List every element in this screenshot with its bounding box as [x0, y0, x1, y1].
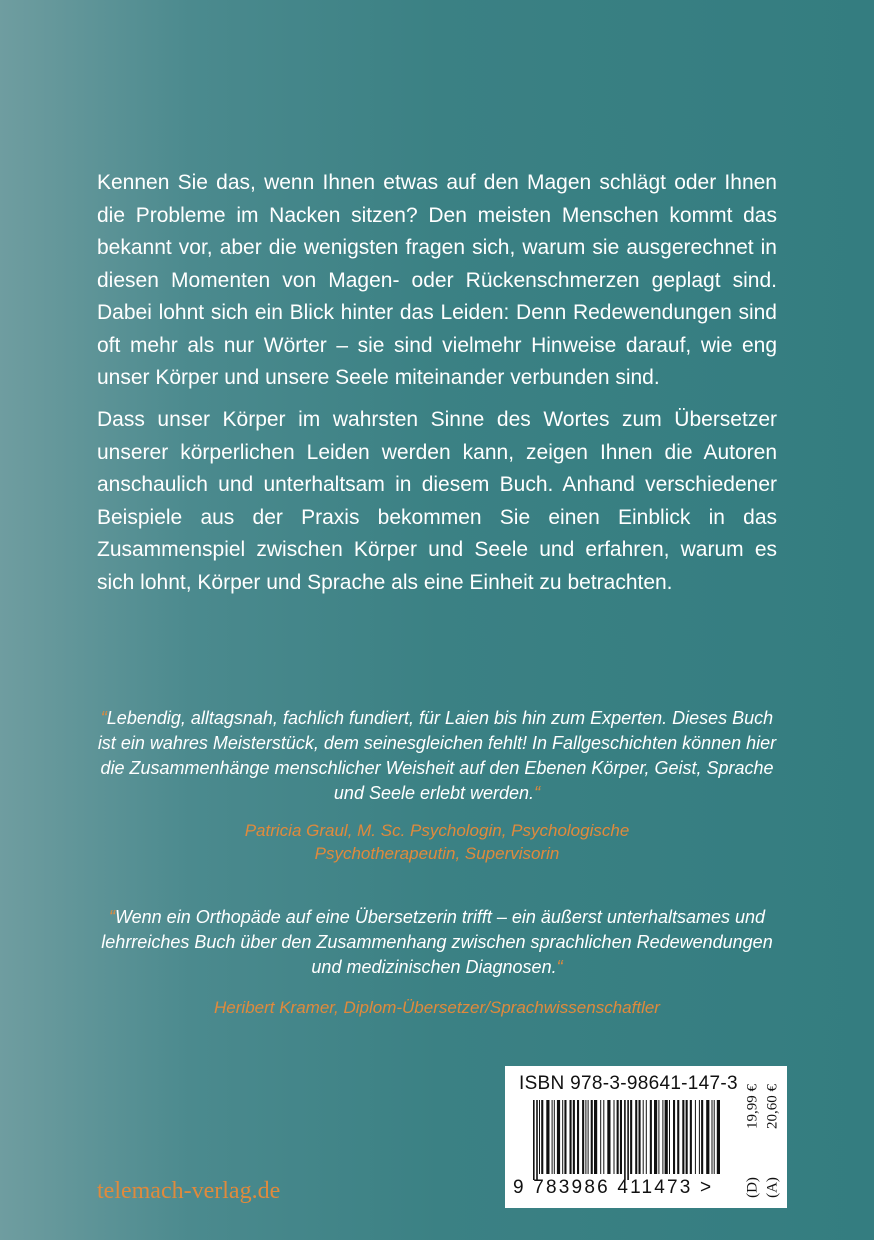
quote-open-mark: “	[100, 708, 107, 728]
review-quote-text: Wenn ein Orthopäde auf eine Übersetzerin trifft – ein äußerst unterhaltsames und lehrreiches Buch über den Zusammenhang zwischen sprachlichen Redewendungen und medizinischen Diagnosen.	[101, 907, 773, 977]
review-quote-text: Lebendig, alltagsnah, fachlich fundiert, für Laien bis hin zum Experten. Dieses Buch ist ein wahres Meisterstück, dem seinesgleichen fehlt! In Fallgeschichten können hier die Zusammenhänge menschlicher Weisheit auf den Ebenen Körper, Geist, Sprache und Seele erlebt werden.	[97, 708, 777, 803]
review-attribution-1: Patricia Graul, M. Sc. Psychologin, Psychologische Psychotherapeutin, Supervisorin	[244, 821, 630, 863]
review-quote-1	[97, 706, 777, 806]
price-austria	[763, 1074, 783, 1202]
price-de-value: 19,99 €	[744, 1084, 761, 1129]
barcode-icon	[533, 1100, 723, 1180]
blurb-paragraph-1: Kennen Sie das, wenn Ihnen etwas auf den Magen schlägt oder Ihnen die Probleme im Nacken sitzen? Den meisten Menschen kommt das bekannt vor, aber die wenigsten fragen sich, warum sie ausgerechnet in diesen Momenten von Magen- oder Rückenschmerzen geplagt sind. Dabei lohnt sich ein Blick hinter das Leiden: Denn Redewendungen sind oft mehr als nur Wörter – sie sind vielmehr Hinweise darauf, wie eng unser Körper und unsere Seele miteinander verbunden sind.	[97, 171, 777, 389]
price-germany	[743, 1074, 763, 1202]
price-de-country: (D)	[744, 1177, 761, 1198]
review-quote-2	[97, 905, 777, 980]
quote-close-mark: “	[534, 783, 541, 803]
quote-open-mark: “	[108, 907, 115, 927]
review-attribution-2: Heribert Kramer, Diplom-Übersetzer/Sprachwissenschaftler	[214, 998, 660, 1017]
barcode-digits: 9 783986 411473 >	[513, 1177, 714, 1198]
blurb-paragraph-2: Dass unser Körper im wahrsten Sinne des Wortes zum Übersetzer unserer körperlichen Leiden werden kann, zeigen Ihnen die Autoren anschaulich und unterhaltsam in diesem Buch. Anhand verschiedener Beispiele aus der Praxis bekommen Sie einen Einblick in das Zusammenspiel zwischen Körper und Seele und erfahren, warum es sich lohnt, Körper und Sprache als eine Einheit zu betrachten.	[97, 408, 777, 594]
isbn-barcode-panel	[505, 1066, 787, 1208]
quote-close-mark: “	[556, 957, 563, 977]
price-at-country: (A)	[764, 1177, 781, 1198]
isbn-label: ISBN 978-3-98641-147-3	[519, 1073, 738, 1094]
price-at-value: 20,60 €	[764, 1084, 781, 1129]
publisher-website: telemach-verlag.de	[97, 1178, 281, 1204]
